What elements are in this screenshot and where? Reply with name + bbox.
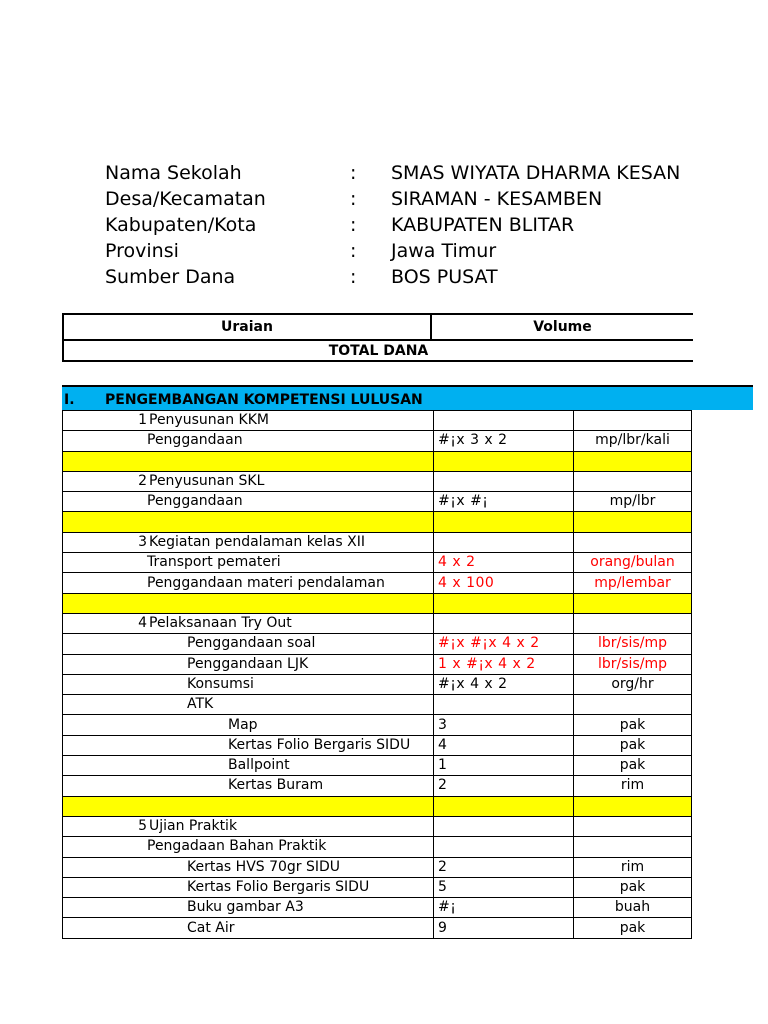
item-number: 4 (138, 615, 147, 632)
unit-cell (574, 695, 692, 715)
unit-cell (574, 613, 692, 633)
volume-cell (434, 532, 574, 552)
table-row (63, 756, 692, 776)
item-description: Pelaksanaan Try Out (149, 615, 292, 632)
table-row (63, 634, 692, 654)
header-uraian: Uraian (63, 314, 431, 340)
volume-cell: 5 (434, 877, 574, 897)
unit-cell (574, 411, 692, 431)
table-row (63, 918, 692, 938)
info-value: BOS PUSAT (391, 266, 498, 288)
unit-cell: lbr/sis/mp (574, 634, 692, 654)
volume-cell: #¡x 3 x 2 (434, 431, 574, 451)
table-row (63, 877, 692, 897)
description-cell (63, 735, 434, 755)
volume-cell (434, 593, 574, 613)
volume-cell: 9 (434, 918, 574, 938)
description-cell (63, 654, 434, 674)
unit-cell (574, 816, 692, 836)
unit-cell: mp/lbr/kali (574, 431, 692, 451)
unit-cell (574, 512, 692, 532)
unit-cell: pak (574, 756, 692, 776)
volume-cell: #¡x #¡x 4 x 2 (434, 634, 574, 654)
description-cell (63, 451, 434, 471)
highlight-row (63, 796, 692, 816)
volume-cell (434, 512, 574, 532)
budget-table (62, 410, 692, 939)
info-value: SMAS WIYATA DHARMA KESAN (391, 162, 681, 184)
info-label: Kabupaten/Kota (105, 214, 257, 236)
unit-cell (574, 837, 692, 857)
description-cell (63, 816, 434, 836)
item-description: Map (228, 716, 258, 733)
section-title: PENGEMBANGAN KOMPETENSI LULUSAN (105, 392, 423, 408)
table-row (63, 553, 692, 573)
item-description: Konsumsi (187, 676, 254, 692)
header-table (62, 313, 693, 362)
description-cell (63, 674, 434, 694)
unit-cell: mp/lbr (574, 492, 692, 512)
volume-cell: 2 (434, 776, 574, 796)
unit-cell (574, 451, 692, 471)
description-cell (63, 776, 434, 796)
info-row-provinsi (105, 238, 695, 264)
unit-cell: pak (574, 877, 692, 897)
unit-cell: rim (574, 857, 692, 877)
table-row (63, 613, 692, 633)
description-cell (63, 857, 434, 877)
description-cell (63, 512, 434, 532)
volume-cell: #¡x 4 x 2 (434, 674, 574, 694)
table-row (63, 816, 692, 836)
description-cell (63, 877, 434, 897)
table-row (63, 532, 692, 552)
info-colon: : (350, 188, 357, 210)
unit-cell (574, 593, 692, 613)
description-cell (63, 411, 434, 431)
info-value: Jawa Timur (391, 240, 497, 262)
volume-cell: 3 (434, 715, 574, 735)
item-description: Penyusunan KKM (149, 412, 269, 429)
unit-cell: orang/bulan (574, 553, 692, 573)
header-volume: Volume (431, 314, 693, 340)
table-row (63, 735, 692, 755)
volume-cell (434, 796, 574, 816)
info-label: Sumber Dana (105, 266, 236, 288)
volume-cell (434, 816, 574, 836)
item-description: Kertas HVS 70gr SIDU (187, 858, 341, 875)
highlight-row (63, 451, 692, 471)
description-cell (63, 756, 434, 776)
description-cell (63, 553, 434, 573)
unit-cell (574, 471, 692, 491)
unit-cell: rim (574, 776, 692, 796)
volume-cell: 4 x 100 (434, 573, 574, 593)
item-description: Kertas Buram (228, 777, 324, 794)
table-row (63, 857, 692, 877)
description-cell (63, 532, 434, 552)
unit-cell: pak (574, 715, 692, 735)
volume-cell (434, 471, 574, 491)
unit-cell: lbr/sis/mp (574, 654, 692, 674)
item-description: Penyusunan SKL (149, 473, 265, 490)
table-row (63, 776, 692, 796)
volume-cell: 4 (434, 735, 574, 755)
item-description: Pengadaan Bahan Praktik (147, 838, 327, 855)
unit-cell (574, 532, 692, 552)
table-row (63, 654, 692, 674)
description-cell (63, 695, 434, 715)
description-cell (63, 796, 434, 816)
volume-cell: #¡ (434, 898, 574, 918)
item-description: Penggandaan materi pendalaman (147, 574, 385, 591)
table-row (63, 431, 692, 451)
info-value: SIRAMAN - KESAMBEN (391, 188, 603, 210)
table-row (63, 492, 692, 512)
volume-cell: 2 (434, 857, 574, 877)
volume-cell (434, 613, 574, 633)
item-description: Kertas Folio Bergaris SIDU (187, 878, 370, 895)
item-number: 5 (138, 818, 147, 835)
highlight-row (63, 593, 692, 613)
item-description: Penggandaan (147, 493, 243, 510)
header-total-dana: TOTAL DANA (63, 340, 693, 361)
item-description: Penggandaan (147, 432, 243, 449)
highlight-row (63, 512, 692, 532)
description-cell (63, 573, 434, 593)
info-colon: : (350, 162, 357, 184)
info-colon: : (350, 214, 357, 236)
item-number: 3 (138, 533, 147, 550)
item-description: Buku gambar A3 (187, 899, 304, 916)
table-row (63, 674, 692, 694)
item-description: Penggandaan LJK (187, 655, 309, 672)
table-row (63, 471, 692, 491)
item-number: 2 (138, 473, 147, 490)
volume-cell: 1 (434, 756, 574, 776)
description-cell (63, 715, 434, 735)
volume-cell (434, 695, 574, 715)
info-row-nama-sekolah (105, 160, 695, 186)
info-colon: : (350, 240, 357, 262)
unit-cell (574, 796, 692, 816)
item-description: ATK (187, 696, 214, 713)
description-cell (63, 918, 434, 938)
item-description: Kegiatan pendalaman kelas XII (149, 533, 365, 550)
unit-cell: pak (574, 918, 692, 938)
item-number: 1 (138, 412, 147, 429)
volume-cell: 4 x 2 (434, 553, 574, 573)
volume-cell: #¡x #¡ (434, 492, 574, 512)
info-row-sumber-dana (105, 264, 695, 290)
item-description: Ballpoint (228, 757, 290, 774)
unit-cell: pak (574, 735, 692, 755)
table-row (63, 898, 692, 918)
volume-cell: 1 x #¡x 4 x 2 (434, 654, 574, 674)
item-description: Cat Air (187, 919, 235, 936)
table-row (63, 573, 692, 593)
section-bar (62, 385, 753, 410)
info-row-kabupaten-kota (105, 212, 695, 238)
unit-cell: buah (574, 898, 692, 918)
description-cell (63, 837, 434, 857)
description-cell (63, 898, 434, 918)
item-description: Ujian Praktik (149, 818, 238, 835)
unit-cell: mp/lembar (574, 573, 692, 593)
info-label: Desa/Kecamatan (105, 188, 266, 210)
description-cell (63, 431, 434, 451)
volume-cell (434, 411, 574, 431)
info-label: Provinsi (105, 240, 179, 262)
description-cell (63, 492, 434, 512)
item-description: Transport pemateri (147, 554, 281, 571)
school-info (105, 160, 695, 290)
unit-cell: org/hr (574, 674, 692, 694)
table-row (63, 411, 692, 431)
description-cell (63, 634, 434, 654)
info-value: KABUPATEN BLITAR (391, 214, 575, 236)
section-number: I. (64, 392, 75, 408)
item-description: Penggandaan soal (187, 635, 316, 652)
info-row-desa-kecamatan (105, 186, 695, 212)
item-description: Kertas Folio Bergaris SIDU (228, 736, 411, 753)
volume-cell (434, 837, 574, 857)
description-cell (63, 613, 434, 633)
description-cell (63, 471, 434, 491)
table-row (63, 837, 692, 857)
info-label: Nama Sekolah (105, 162, 242, 184)
info-colon: : (350, 266, 357, 288)
volume-cell (434, 451, 574, 471)
table-row (63, 695, 692, 715)
description-cell (63, 593, 434, 613)
table-row (63, 715, 692, 735)
